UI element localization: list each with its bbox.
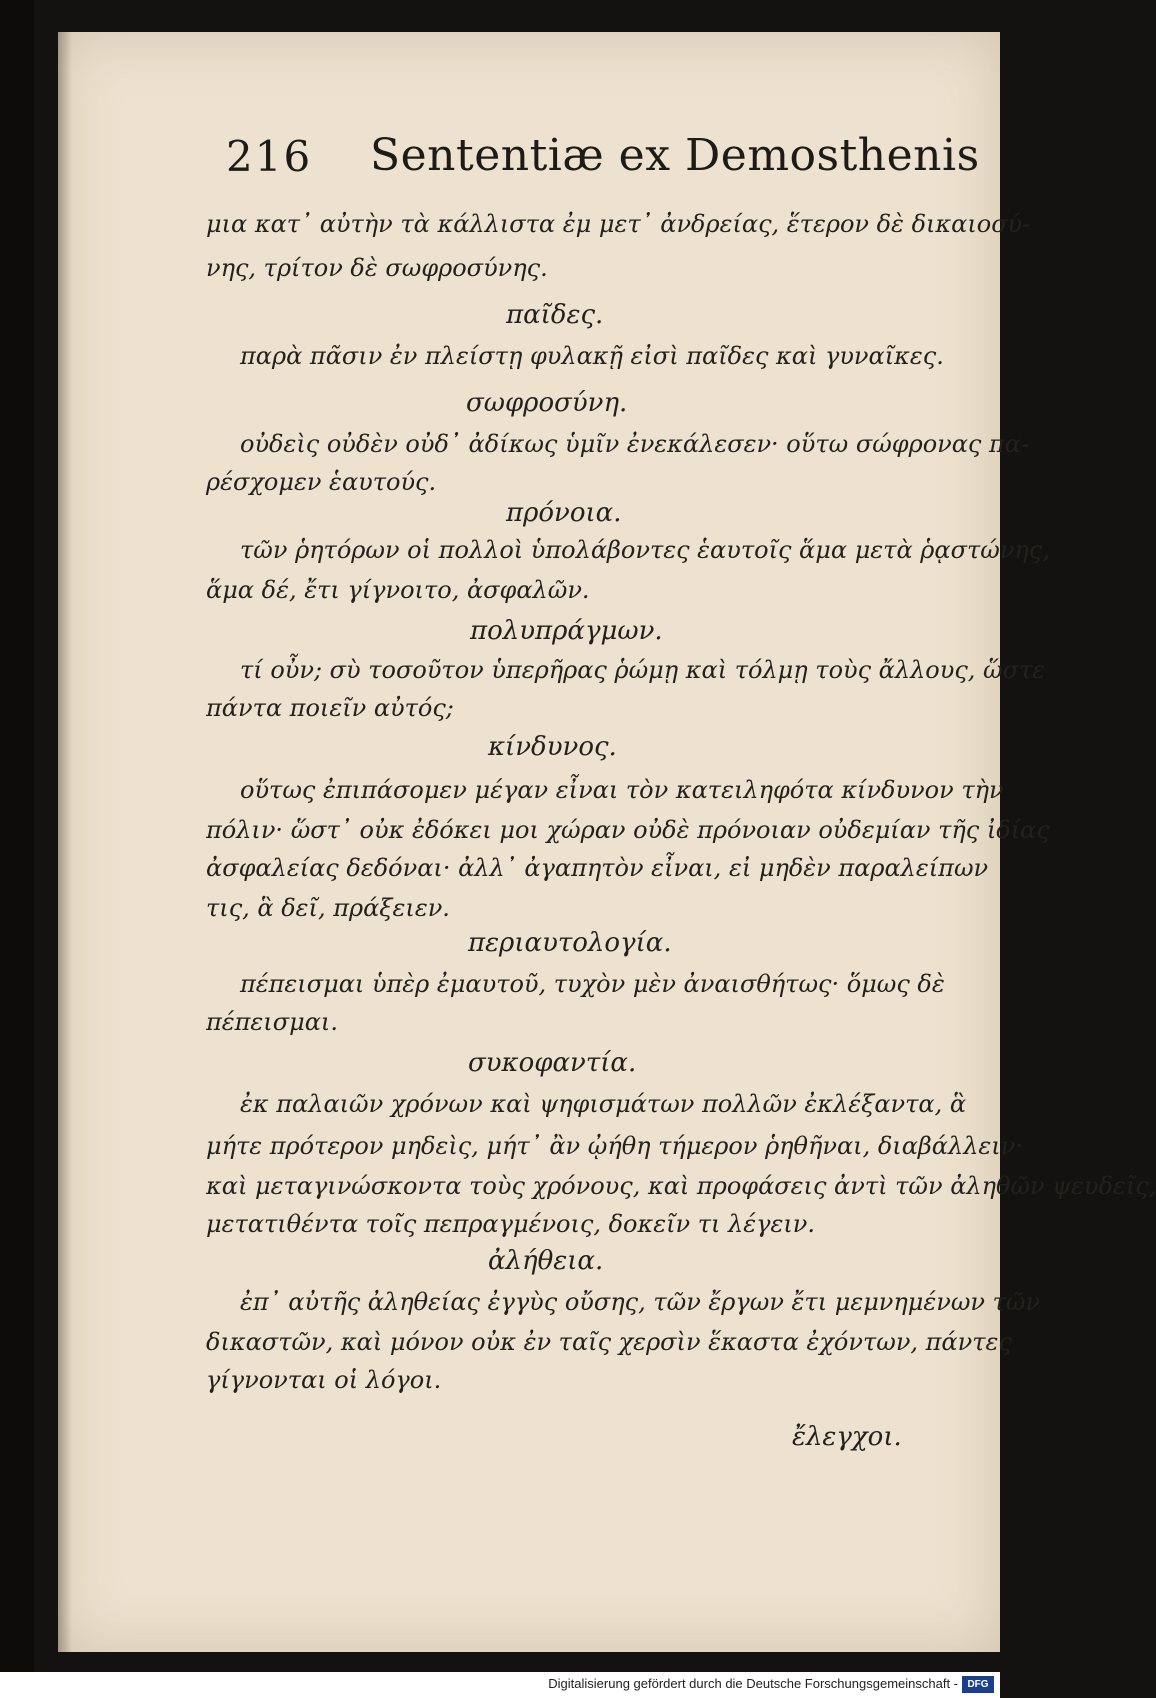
page-edge-shadow xyxy=(58,32,72,1652)
body-line: γίγνονται οἱ λόγοι. xyxy=(206,1366,442,1394)
dfg-logo-icon: DFG xyxy=(962,1676,994,1693)
book-page xyxy=(58,32,1156,1652)
section-heading: παῖδες. xyxy=(506,300,604,330)
body-line: ἐκ παλαιῶν χρόνων καὶ ψηφισμάτων πολλῶν ἐκλέξαντα, ἃ xyxy=(240,1090,967,1118)
body-line: παρὰ πᾶσιν ἐν πλείστῃ φυλακῇ εἰσὶ παῖδες καὶ γυναῖκες. xyxy=(240,342,944,370)
page-number: 216 xyxy=(226,132,313,181)
footer-bar xyxy=(0,1672,1000,1698)
body-line: ἅμα δέ, ἔτι γίγνοιτο, ἀσφαλῶν. xyxy=(206,576,590,604)
section-heading: πολυπράγμων. xyxy=(470,616,663,646)
catchword: ἔλεγχοι. xyxy=(792,1422,902,1452)
body-line: μετατιθέντα τοῖς πεπραγμένοις, δοκεῖν τι λέγειν. xyxy=(206,1210,815,1238)
body-line: οὕτως ἐπιπάσομεν μέγαν εἶναι τὸν κατειληφότα κίνδυνον τὴν xyxy=(240,776,1004,804)
section-heading: πρόνοια. xyxy=(506,498,622,528)
running-title: Sententiæ ex Demosthenis xyxy=(370,130,980,181)
section-heading: συκοφαντία. xyxy=(468,1048,637,1078)
body-line: ἐπ᾿ αὐτῆς ἀληθείας ἐγγὺς οὔσης, τῶν ἔργων ἔτι μεμνημένων τῶν xyxy=(240,1288,1041,1316)
body-line: μήτε πρότερον μηδεὶς, μήτ᾿ ἂν ᾠήθη τήμερον ῥηθῆναι, διαβάλλειν· xyxy=(206,1132,1023,1160)
body-line: πέπεισμαι ὑπὲρ ἐμαυτοῦ, τυχὸν μὲν ἀναισθήτως· ὅμως δὲ xyxy=(240,970,945,998)
body-line: νης, τρίτον δὲ σωφροσύνης. xyxy=(206,254,548,282)
body-line: τις, ἃ δεῖ, πράξειεν. xyxy=(206,894,450,922)
body-line: πέπεισμαι. xyxy=(206,1008,338,1036)
body-line: πάντα ποιεῖν αὐτός; xyxy=(206,694,454,722)
body-line: δικαστῶν, καὶ μόνον οὐκ ἐν ταῖς χερσὶν ἕκαστα ἐχόντων, πάντες xyxy=(206,1328,1012,1356)
section-heading: κίνδυνος. xyxy=(488,732,617,762)
section-heading: ἀλήθεια. xyxy=(488,1246,604,1276)
scan-border xyxy=(0,0,34,1698)
funding-credit: Digitalisierung gefördert durch die Deutsche Forschungsgemeinschaft - xyxy=(548,1676,958,1691)
section-heading: σωφροσύνη. xyxy=(466,388,628,418)
body-line: καὶ μεταγινώσκοντα τοὺς χρόνους, καὶ προφάσεις ἀντὶ τῶν ἀληθῶν ψευδεῖς, xyxy=(206,1172,1156,1200)
body-line: πόλιν· ὥστ᾿ οὐκ ἐδόκει μοι χώραν οὐδὲ πρόνοιαν οὐδεμίαν τῆς ἰδίας xyxy=(206,816,1050,844)
body-line: τί οὖν; σὺ τοσοῦτον ὑπερῆρας ῥώμῃ καὶ τόλμῃ τοὺς ἄλλους, ὥστε xyxy=(240,656,1046,684)
body-line: ρέσχομεν ἑαυτούς. xyxy=(206,468,437,496)
section-heading: περιαυτολογία. xyxy=(468,928,672,958)
running-head xyxy=(58,132,1000,202)
body-line: μια κατ᾿ αὐτὴν τὰ κάλλιστα ἐμ μετ᾿ ἀνδρείας, ἕτερον δὲ δικαιοσύ- xyxy=(206,210,1031,238)
body-line: τῶν ῥητόρων οἱ πολλοὶ ὑπολάβοντες ἑαυτοῖς ἅμα μετὰ ῥᾳστώνης, xyxy=(240,536,1050,564)
body-line: οὐδεὶς οὐδὲν οὐδ᾿ ἀδίκως ὑμῖν ἐνεκάλεσεν· οὕτω σώφρονας πα- xyxy=(240,430,1030,458)
body-line: ἀσφαλείας δεδόναι· ἀλλ᾿ ἀγαπητὸν εἶναι, εἰ μηδὲν παραλείπων xyxy=(206,854,989,882)
